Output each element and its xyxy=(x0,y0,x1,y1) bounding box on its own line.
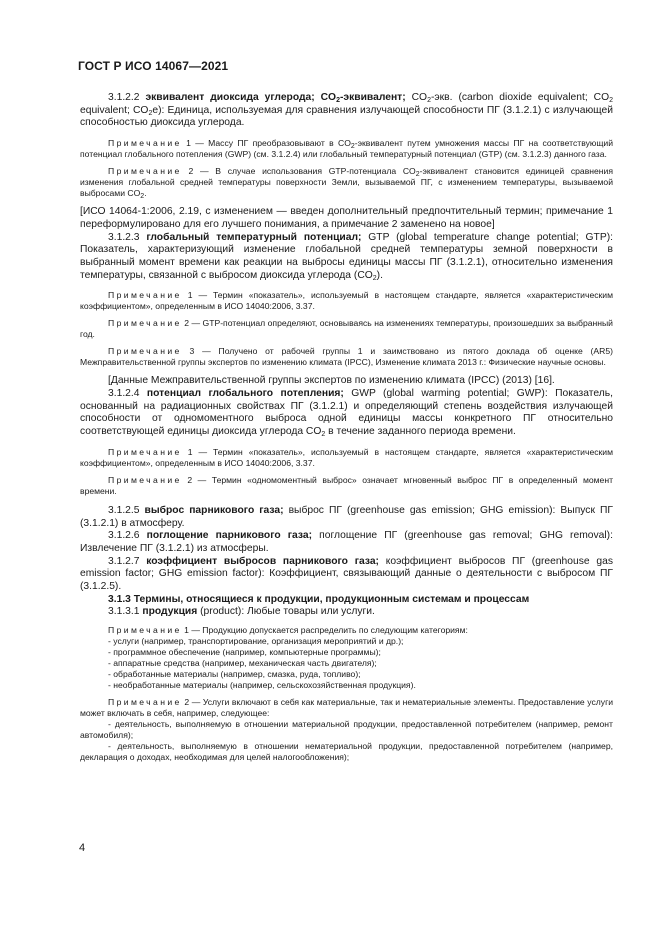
document-body xyxy=(80,92,613,763)
list-item: - деятельность, выполняемую в отношении нематериальной продукции, предоставленной потребителем (например, декларация о доходах, необходимая для целей налогообложения); xyxy=(80,741,613,763)
list-item: - необработанные материалы (например, сельскохозяйственная продукция). xyxy=(108,680,416,691)
note-3-1-2-3-2: Примечание 2 — GTP-потенциал определяют, основываясь на изменениях температуры, произошедших за выбранный год. xyxy=(80,318,613,340)
source-note-2: [Данные Межправительственной группы экспертов по изменению климата (IPCC) (2013) [16]. xyxy=(108,375,555,387)
term-3-1-2-4: 3.1.2.4 потенциал глобального потепления; GWP (global warming potential; GWP): Показатель, основанный на радиационных свойствах ПГ (3.1.2.1) и определяющий степень воздействия излучающей способности от одномоментного выброса одной единицы массы конкретного ПГ относительно соответствующей единицы диоксида углерода $CO_2$ в течение заданного периода времени. xyxy=(80,388,613,439)
term-3-1-3-1: 3.1.3.1 продукция (product): Любые товары или услуги. xyxy=(108,606,375,618)
note-3-1-2-2-2: Примечание 2 — В случае использования GTP-потенциала $CO_2$-эквивалент становится единицей сравнения изменения глобальной средней температуры поверхности Земли, вызываемой ПГ, с изменением температуры, вызываемой выбросами $CO_2$. xyxy=(80,166,613,201)
term-3-1-2-7: 3.1.2.7 коэффициент выбросов парникового газа; коэффициент выбросов ПГ (greenhouse gas emission factor; GHG emission factor): Коэффициент, связывающий данные о деятельности с выбросом ПГ (3.1.2.5). xyxy=(80,555,613,593)
list-item: - обработанные материалы (например, смазка, руда, топливо); xyxy=(108,669,361,680)
term-3-1-2-2: 3.1.2.2 эквивалент диоксида углерода; $CO_2$-эквивалент; $CO_2$-экв. (carbon dioxide equivalent; $CO_2$ equivalent; $CO_2e$): Единица, используемая для сравнения излучающей способности ПГ (3.1.2.1) с излучающей способностью диоксида углерода. xyxy=(80,92,613,129)
term-3-1-2-6: 3.1.2.6 поглощение парникового газа; поглощение ПГ (greenhouse gas removal; GHG removal): Извлечение ПГ (3.1.2.1) из атмосферы. xyxy=(80,530,613,554)
list-item: - услуги (например, транспортирование, организация мероприятий и др.); xyxy=(108,636,404,647)
term-3-1-2-5: 3.1.2.5 выброс парникового газа; выброс ПГ (greenhouse gas emission; GHG emission): Выпуск ПГ (3.1.2.1) в атмосферу. xyxy=(80,504,613,529)
note-3-1-3-1-1: Примечание 1 — Продукцию допускается распределить по следующим категориям: xyxy=(108,625,468,636)
list-item: - программное обеспечение (например, компьютерные программы); xyxy=(108,647,381,658)
list-item: - аппаратные средства (например, механическая часть двигателя); xyxy=(108,658,377,669)
note-3-1-2-2-1: Примечание 1 — Массу ПГ преобразовывают в $CO_2$-эквивалент путем умножения массы ПГ на соответствующий потенциал глобального потепления (GWP) (см. 3.1.2.4) или глобальный температурный потенциал (GTP) (см. 3.1.2.3) данного газа. xyxy=(80,138,613,160)
note-3-1-3-1-2: Примечание 2 — Услуги включают в себя как материальные, так и нематериальные элементы. Предоставление услуги может включать в себя, например, следующее: xyxy=(80,697,614,719)
note-3-1-2-3-1: Примечание 1 — Термин «показатель», используемый в настоящем стандарте, является «характеристическим коэффициентом», определенным в ИСО 14040:2006, 3.37. xyxy=(80,290,614,312)
note-3-1-2-4-2: Примечание 2 — Термин «одномоментный выброс» означает мгновенный выброс ПГ в определенный момент времени. xyxy=(80,474,614,496)
source-note-1: [ИСО 14064-1:2006, 2.19, с изменением — введен дополнительный предпочтительный термин; примечание 1 переформулировано для его лучшего понимания, а примечание 2 заменено на новое] xyxy=(80,206,613,230)
list-item: - деятельность, выполняемую в отношении материальной продукции, предоставленной потребителем (например, ремонт автомобиля); xyxy=(80,719,613,741)
note-3-1-2-4-1: Примечание 1 — Термин «показатель», используемый в настоящем стандарте, является «характеристическим коэффициентом», определенным в ИСО 14040:2006, 3.37. xyxy=(80,446,614,468)
note-3-1-2-3-3: Примечание 3 — Получено от рабочей группы 1 и заимствовано из пятого доклада об оценке (AR5) Межправительственной группы экспертов по изменению климата (IPCC), Изменение климата 2013 г.: Физические научные основы. xyxy=(80,346,613,368)
document-header: ГОСТ Р ИСО 14067—2021 xyxy=(78,59,229,73)
term-3-1-2-3: 3.1.2.3 глобальный температурный потенциал; GTP (global temperature change potential; GTP): Показатель, характеризующий изменение глобальной средней температуры земной поверхности в выбранный момент времени как реакции на выбросы единицы массы ПГ (3.1.2.1), относительно изменения температуры, связанной с выбросом диоксида углерода $(CO_2)$. xyxy=(80,231,613,282)
section-3-1-3-title: 3.1.3 Термины, относящиеся к продукции, продукционным системам и процессам xyxy=(108,593,530,605)
page-number: 4 xyxy=(79,842,86,854)
